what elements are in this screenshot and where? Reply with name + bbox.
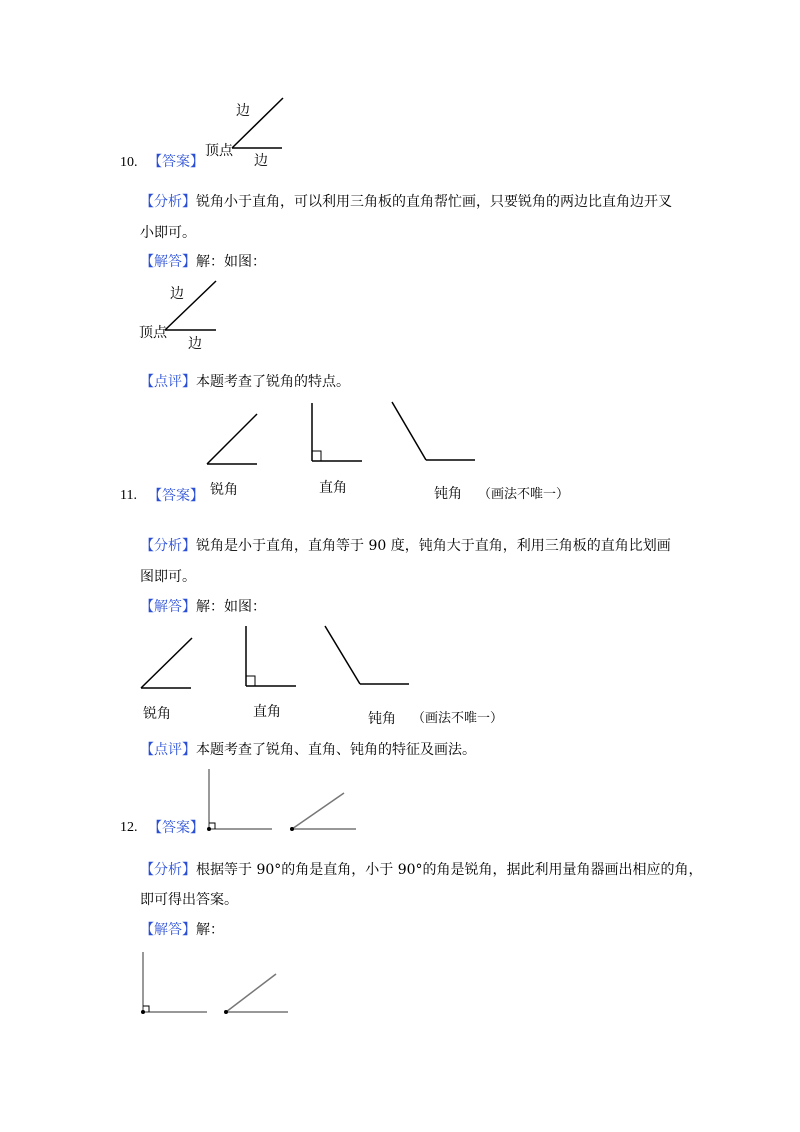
q10-solution-text: 解：如图： [196, 254, 266, 270]
q10-label-side-top: 边 [236, 103, 250, 119]
q11-answer-angles-figure [200, 395, 490, 475]
q11-comment-line [140, 740, 476, 760]
q10-solution-line [140, 252, 266, 272]
q11-sol-label-obtuse: 钝角 [368, 711, 396, 727]
q12-analysis-tag: 【分析】 [140, 862, 196, 878]
q11-analysis-line1 [140, 536, 671, 556]
q12-solution-angles-figure [135, 950, 295, 1020]
q12-sol-acute-ray [226, 974, 276, 1012]
q11-obtuse-ray [392, 402, 426, 460]
q10-label-vertex: 顶点 [205, 143, 233, 159]
q12-right-vertex-dot [207, 827, 211, 831]
q10-answer-tag: 【答案】 [148, 154, 204, 170]
q12-solution-line [140, 920, 224, 940]
q11-right-angle-mark [312, 451, 321, 461]
q11-sol-label-acute: 锐角 [143, 706, 171, 722]
q12-answer-tag: 【答案】 [148, 820, 204, 836]
q11-sol-note: （画法不唯一） [412, 711, 504, 726]
q10-sol-label-side-top: 边 [170, 286, 184, 302]
q11-label-acute: 锐角 [210, 482, 238, 498]
q11-solution-text: 解：如图： [196, 599, 266, 615]
q11-acute-ray [207, 414, 257, 464]
q10-analysis-text1: 锐角小于直角，可以利用三角板的直角帮忙画，只要锐角的两边比直角边开叉 [196, 194, 672, 210]
q11-label-obtuse: 钝角 [434, 486, 462, 502]
q12-sol-acute-vertex-dot [224, 1010, 228, 1014]
q12-analysis-line2: 即可得出答案。 [140, 892, 238, 908]
q12-sol-right-vertex-dot [141, 1010, 145, 1014]
q10-comment-line [140, 372, 350, 392]
q12-solution-tag: 【解答】 [140, 922, 196, 938]
q12-acute-vertex-dot [290, 827, 294, 831]
q11-sol-right-angle-mark [246, 676, 255, 686]
q11-label-right: 直角 [319, 480, 347, 496]
q11-solution-line [140, 597, 266, 617]
q10-comment-text: 本题考查了锐角的特点。 [196, 374, 350, 390]
q12-number: 12. [120, 820, 138, 835]
q12-solution-text: 解： [196, 922, 224, 938]
q11-solution-tag: 【解答】 [140, 599, 196, 615]
q11-analysis-line2: 图即可。 [140, 569, 196, 585]
q10-analysis-line2: 小即可。 [140, 225, 196, 241]
q10-label-side-bottom: 边 [254, 153, 268, 169]
q10-analysis-line1 [140, 192, 672, 212]
q11-sol-obtuse-ray [325, 626, 360, 684]
q11-note: （画法不唯一） [478, 487, 570, 502]
q11-comment-tag: 【点评】 [140, 742, 196, 758]
q10-number: 10. [120, 155, 138, 170]
q12-analysis-text1: 根据等于 90°的角是直角，小于 90°的角是锐角，据此利用量角器画出相应的角， [196, 862, 703, 878]
q10-solution-tag: 【解答】 [140, 254, 196, 270]
q11-comment-text: 本题考查了锐角、直角、钝角的特征及画法。 [196, 742, 476, 758]
q12-analysis-line1 [140, 860, 703, 880]
q12-answer-angles-figure [200, 765, 360, 840]
q10-analysis-tag: 【分析】 [140, 194, 196, 210]
q11-analysis-text1: 锐角是小于直角，直角等于 90 度，钝角大于直角，利用三角板的直角比划画 [196, 538, 671, 554]
q11-number: 11. [120, 488, 137, 503]
q11-sol-label-right: 直角 [253, 704, 281, 720]
q11-sol-acute-ray [141, 638, 192, 688]
q11-analysis-tag: 【分析】 [140, 538, 196, 554]
q11-solution-angles-figure [135, 620, 425, 700]
q11-answer-tag: 【答案】 [148, 488, 204, 504]
q10-sol-label-vertex: 顶点 [139, 325, 167, 341]
q12-acute-ray [292, 793, 344, 829]
q10-comment-tag: 【点评】 [140, 374, 196, 390]
q10-sol-label-side-bottom: 边 [188, 336, 202, 352]
